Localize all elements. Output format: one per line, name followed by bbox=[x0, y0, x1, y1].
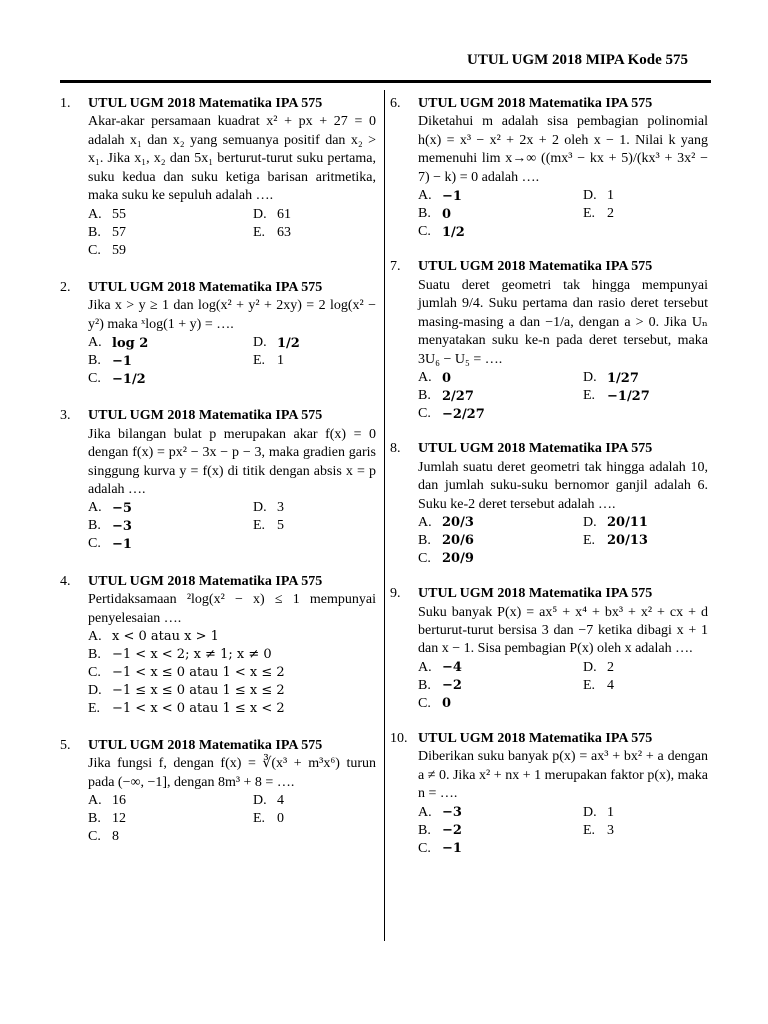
question-title: UTUL UGM 2018 Matematika IPA 575 bbox=[418, 730, 653, 746]
options bbox=[88, 792, 376, 846]
option-b[interactable]: B. 20/6 bbox=[418, 532, 474, 549]
option-e[interactable]: E. 63 bbox=[253, 224, 291, 240]
question-title: UTUL UGM 2018 Matematika IPA 575 bbox=[88, 408, 323, 424]
question-4 bbox=[60, 573, 376, 718]
option-c[interactable]: C. −1 bbox=[418, 840, 462, 857]
option-e[interactable]: E. −1/27 bbox=[583, 387, 650, 404]
option-b[interactable]: B. 57 bbox=[88, 224, 126, 240]
question-number: 9. bbox=[390, 586, 401, 602]
question-3 bbox=[60, 407, 376, 553]
question-text: Akar-akar persamaan kuadrat x² + px + 27 = 0 adalah x₁ dan x₂ yang semuanya positif dan x₂ > x₁. Jika x₁, x₂ dan 5x₁ berturut-turut suku pertama, suku kedua dan suku ketiga barisan aritmetika, maka suku ke sepuluh adalah …. bbox=[88, 114, 376, 204]
question-number: 7. bbox=[390, 259, 401, 275]
question-number: 10. bbox=[390, 730, 408, 746]
option-a[interactable]: A. 20/3 bbox=[418, 514, 474, 531]
options bbox=[88, 500, 376, 554]
option-a[interactable]: A. 16 bbox=[88, 793, 126, 809]
option-c[interactable]: C. 8 bbox=[88, 829, 119, 845]
option-a[interactable]: A. −5 bbox=[88, 500, 132, 516]
question-10 bbox=[390, 730, 708, 858]
option-d[interactable]: D. 2 bbox=[583, 659, 614, 675]
option-d[interactable]: D. 4 bbox=[253, 793, 284, 809]
option-e[interactable]: E. 4 bbox=[583, 677, 614, 693]
question-7 bbox=[390, 258, 708, 423]
option-c[interactable]: C. −2/27 bbox=[418, 405, 485, 422]
question-number: 3. bbox=[60, 408, 71, 424]
option-c[interactable]: C. −1 bbox=[88, 536, 132, 552]
option-e[interactable]: E. 20/13 bbox=[583, 532, 648, 549]
option-d[interactable]: D. 1 bbox=[583, 188, 614, 204]
option-d[interactable]: D. 3 bbox=[253, 500, 284, 516]
option-d[interactable]: D. 20/11 bbox=[583, 514, 648, 531]
option-d[interactable]: D. 1/2 bbox=[253, 334, 300, 351]
question-2 bbox=[60, 279, 376, 388]
option-c[interactable]: C. −1 < x ≤ 0 atau 1 < x ≤ 2 bbox=[88, 664, 285, 681]
question-title: UTUL UGM 2018 Matematika IPA 575 bbox=[418, 96, 653, 111]
option-a[interactable]: A. log 2 bbox=[88, 334, 149, 351]
column-divider bbox=[384, 90, 385, 941]
option-b[interactable]: B. −2 bbox=[418, 677, 462, 694]
option-b[interactable]: B. 2/27 bbox=[418, 387, 474, 404]
option-e[interactable]: E. 5 bbox=[253, 518, 284, 534]
option-e[interactable]: E. 1 bbox=[253, 352, 284, 368]
option-d[interactable]: D. −1 ≤ x ≤ 0 atau 1 ≤ x ≤ 2 bbox=[88, 682, 285, 699]
option-a[interactable]: A. −3 bbox=[418, 804, 462, 821]
option-e[interactable]: E. −1 < x < 0 atau 1 ≤ x < 2 bbox=[88, 700, 285, 717]
option-c[interactable]: C. 1/2 bbox=[418, 224, 465, 240]
option-b[interactable]: B. 12 bbox=[88, 811, 126, 827]
question-text: Jika x > y ≥ 1 dan log(x² + y² + 2xy) = 2 log(x² − y²) maka ˣlog(1 + y) = …. bbox=[88, 298, 376, 332]
question-text: Pertidaksamaan ²log(x² − x) ≤ 1 mempunyai penyelesaian …. bbox=[88, 592, 376, 626]
options bbox=[88, 334, 376, 388]
question-title: UTUL UGM 2018 Matematika IPA 575 bbox=[418, 441, 653, 457]
question-5 bbox=[60, 737, 376, 846]
question-number: 1. bbox=[60, 96, 71, 111]
option-e[interactable]: E. 3 bbox=[583, 822, 614, 838]
question-text: Diberikan suku banyak p(x) = ax³ + bx² + a dengan a ≠ 0. Jika x² + nx + 1 merupakan faktor p(x), maka n = …. bbox=[418, 749, 708, 802]
question-title: UTUL UGM 2018 Matematika IPA 575 bbox=[88, 573, 323, 589]
question-title: UTUL UGM 2018 Matematika IPA 575 bbox=[88, 96, 323, 111]
question-number: 8. bbox=[390, 441, 401, 457]
option-c[interactable]: C. 0 bbox=[418, 695, 452, 712]
question-title: UTUL UGM 2018 Matematika IPA 575 bbox=[418, 259, 653, 275]
question-6 bbox=[390, 95, 708, 241]
right-column bbox=[390, 95, 708, 858]
option-c[interactable]: C. 59 bbox=[88, 242, 126, 258]
question-title: UTUL UGM 2018 Matematika IPA 575 bbox=[88, 737, 323, 753]
option-b[interactable]: B. −3 bbox=[88, 518, 132, 534]
options bbox=[88, 206, 376, 260]
question-text: Suatu deret geometri tak hingga mempunyai jumlah 9/4. Suku pertama dan rasio deret tersebut masing-masing a dan −1/a, dengan a > 0. Jika Uₙ menyatakan suku ke-n pada deret tersebut, maka 3U₆ − U₅ = …. bbox=[418, 277, 708, 367]
option-d[interactable]: D. 1 bbox=[583, 804, 614, 820]
options bbox=[418, 659, 708, 713]
option-a[interactable]: A. −4 bbox=[418, 659, 462, 676]
question-1 bbox=[60, 95, 376, 260]
option-a[interactable]: A. 55 bbox=[88, 206, 126, 222]
option-e[interactable]: E. 0 bbox=[253, 811, 284, 827]
question-text: Jika fungsi f, dengan f(x) = ∛(x³ + m³x⁶) turun pada (−∞, −1], dengan 8m³ + 8 = …. bbox=[88, 756, 376, 790]
option-c[interactable]: C. −1/2 bbox=[88, 370, 146, 387]
question-number: 2. bbox=[60, 279, 71, 295]
option-a[interactable]: A. −1 bbox=[418, 188, 462, 204]
option-b[interactable]: B. −2 bbox=[418, 822, 462, 839]
question-number: 6. bbox=[390, 96, 401, 111]
option-e[interactable]: E. 2 bbox=[583, 206, 614, 222]
question-8 bbox=[390, 440, 708, 568]
question-9 bbox=[390, 585, 708, 713]
question-text: Diketahui m adalah sisa pembagian polinomial h(x) = x³ − x² + 2x + 2 oleh x − 1. Nilai k yang memenuhi lim x→∞ ((mx³ − kx + 5)/(kx³ + 3x² − 7) − k) = 0 adalah …. bbox=[418, 114, 708, 185]
options bbox=[418, 369, 708, 423]
option-d[interactable]: D. 1/27 bbox=[583, 369, 639, 386]
option-c[interactable]: C. 20/9 bbox=[418, 550, 474, 567]
options bbox=[418, 514, 708, 568]
option-d[interactable]: D. 61 bbox=[253, 206, 291, 222]
question-title: UTUL UGM 2018 Matematika IPA 575 bbox=[418, 586, 653, 602]
option-b[interactable]: B. −1 bbox=[88, 352, 132, 369]
question-text: Jumlah suatu deret geometri tak hingga adalah 10, dan jumlah suku-suku bernomor ganjil adalah 6. Suku ke-2 deret tersebut adalah …. bbox=[418, 459, 708, 512]
header-rule bbox=[60, 80, 711, 83]
question-number: 4. bbox=[60, 573, 71, 589]
options bbox=[88, 628, 376, 718]
option-b[interactable]: B. −1 < x < 2; x ≠ 1; x ≠ 0 bbox=[88, 646, 272, 663]
question-text: Jika bilangan bulat p merupakan akar f(x) = 0 dengan f(x) = px² − 3x − p − 3, maka gradien garis singgung kurva y = f(x) di titik dengan absis x = p adalah …. bbox=[88, 426, 376, 498]
option-b[interactable]: B. 0 bbox=[418, 206, 452, 222]
option-a[interactable]: A. x < 0 atau x > 1 bbox=[88, 628, 219, 645]
question-title: UTUL UGM 2018 Matematika IPA 575 bbox=[88, 279, 323, 295]
question-number: 5. bbox=[60, 737, 71, 753]
options bbox=[418, 804, 708, 858]
question-text: Suku banyak P(x) = ax⁵ + x⁴ + bx³ + x² + cx + d berturut-turut bersisa 3 dan −7 ketika dibagi x + 1 dan x − 1. Sisa pembagian P(x) oleh x adalah …. bbox=[418, 604, 708, 657]
options bbox=[418, 187, 708, 241]
left-column bbox=[60, 95, 376, 846]
page-header-title: UTUL UGM 2018 MIPA Kode 575 bbox=[467, 52, 688, 68]
option-a[interactable]: A. 0 bbox=[418, 369, 452, 386]
